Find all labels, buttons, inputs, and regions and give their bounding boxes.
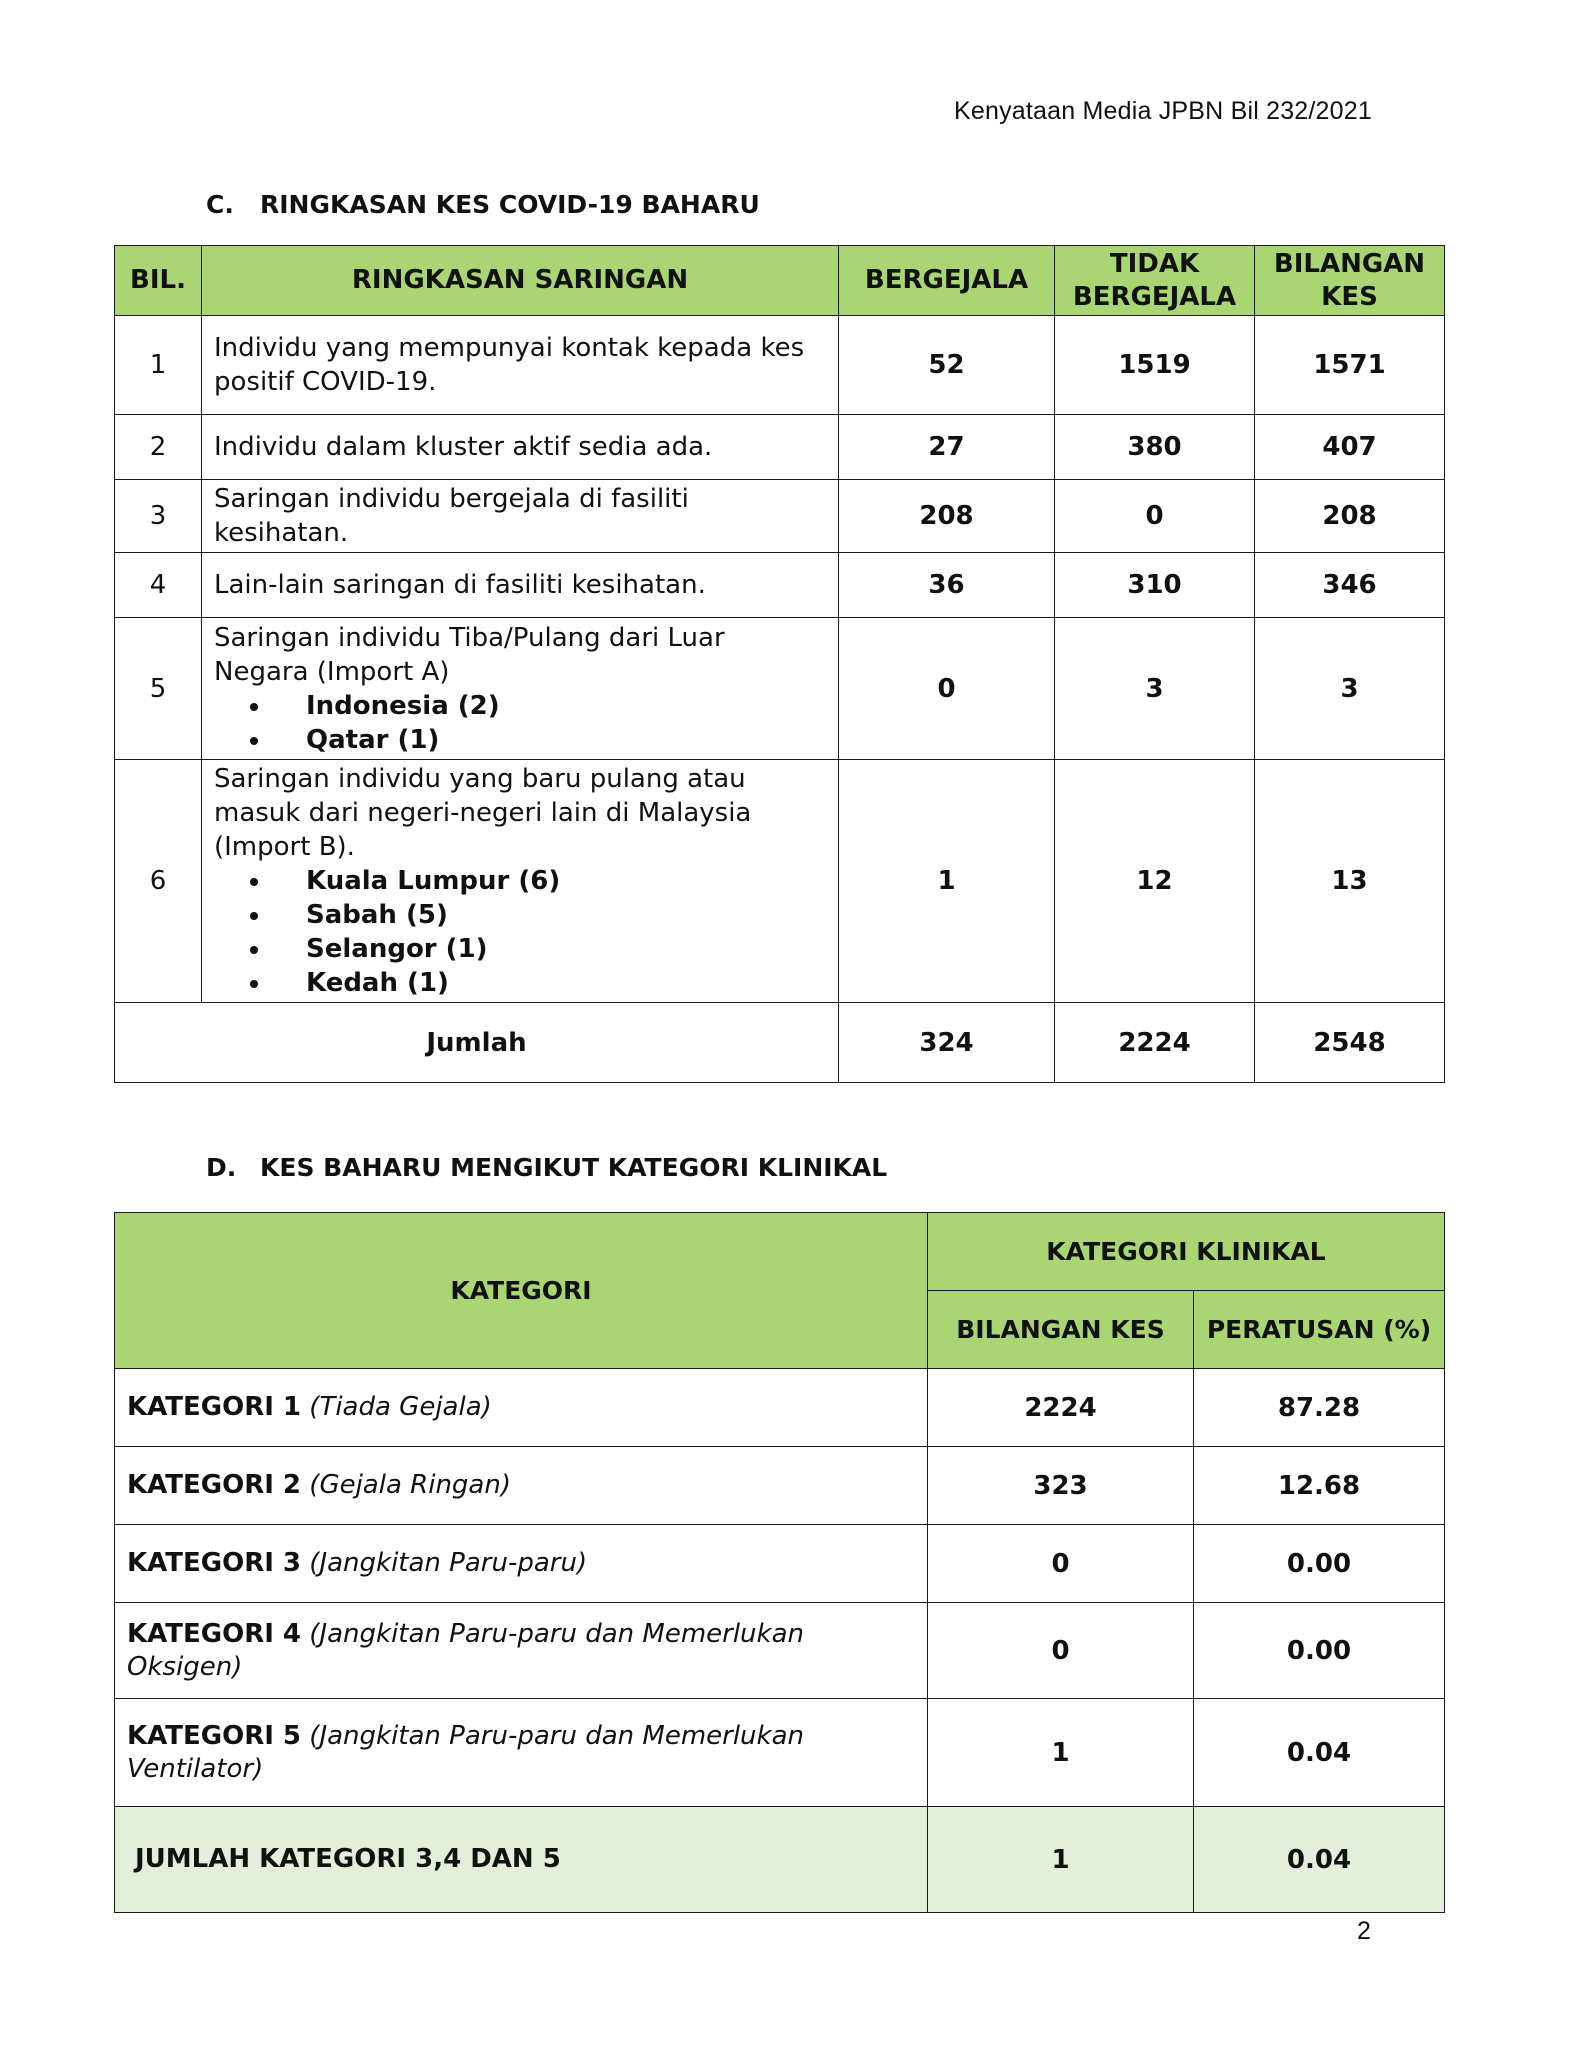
covid-summary-table [114,245,1445,1083]
row-bil: 3 [115,480,202,553]
category-percent: 87.28 [1194,1369,1445,1447]
row-symptomatic: 52 [839,316,1055,415]
category-cell [115,1699,928,1807]
row-total: 208 [1255,480,1445,553]
table-row [115,1447,1445,1525]
row-description: Lain-lain saringan di fasiliti kesihatan. [202,553,839,618]
section-c-letter: C. [206,190,234,219]
total-cases: 2548 [1255,1003,1445,1083]
row-bil: 1 [115,316,202,415]
category-cell [115,1525,928,1603]
row-asymptomatic: 1519 [1055,316,1255,415]
row-total: 407 [1255,415,1445,480]
total-asymptomatic: 2224 [1055,1003,1255,1083]
list-item: • Kuala Lumpur (6) [272,864,826,898]
summary-label: JUMLAH KATEGORI 3,4 DAN 5 [115,1807,928,1913]
col-header-total [1255,246,1445,316]
row-description-text: Saringan individu Tiba/Pulang dari Luar Negara (Import A) [214,622,725,687]
row-description [202,760,839,1003]
import-country-list [214,689,826,757]
table-header-row [115,1213,1445,1291]
category-percent: 0.00 [1194,1603,1445,1699]
col-header-total-line2: KES [1321,281,1378,312]
category-percent: 12.68 [1194,1447,1445,1525]
summary-percent: 0.04 [1194,1807,1445,1913]
row-symptomatic: 1 [839,760,1055,1003]
document-reference: Kenyataan Media JPBN Bil 232/2021 [954,97,1372,125]
row-symptomatic: 0 [839,618,1055,760]
category-label: KATEGORI 4 [127,1618,302,1649]
table-row [115,1603,1445,1699]
col-header-bil: BIL. [115,246,202,316]
category-cases: 2224 [928,1369,1194,1447]
table-header-row [115,246,1445,316]
category-note: (Jangkitan Paru-paru dan Memerlukan Oksigen) [127,1618,804,1682]
col-header-asymptomatic-line2: BERGEJALA [1072,281,1237,312]
row-total: 346 [1255,553,1445,618]
total-label: Jumlah [115,1003,839,1083]
row-asymptomatic: 12 [1055,760,1255,1003]
row-total: 13 [1255,760,1445,1003]
category-cases: 323 [928,1447,1194,1525]
row-bil: 2 [115,415,202,480]
list-item: • Kedah (1) [272,966,826,1000]
category-label: KATEGORI 2 [127,1470,302,1500]
table-row [115,1525,1445,1603]
section-c-title [206,190,760,219]
category-label: KATEGORI 1 [127,1392,302,1422]
table-row [115,415,1445,480]
page-number: 2 [1357,1917,1371,1945]
table-row [115,480,1445,553]
table-row [115,1369,1445,1447]
table-row [115,316,1445,415]
row-description: Individu dalam kluster aktif sedia ada. [202,415,839,480]
category-note: (Jangkitan Paru-paru) [309,1548,588,1578]
col-header-cases: BILANGAN KES [928,1291,1194,1369]
category-cell [115,1603,928,1699]
col-header-asymptomatic-line1: TIDAK [1109,248,1200,279]
total-row [115,1003,1445,1083]
col-header-symptomatic: BERGEJALA [839,246,1055,316]
category-cases: 0 [928,1525,1194,1603]
section-c-heading: RINGKASAN KES COVID-19 BAHARU [260,190,760,219]
col-header-summary: RINGKASAN SARINGAN [202,246,839,316]
row-bil: 4 [115,553,202,618]
category-note: (Gejala Ringan) [309,1470,511,1500]
col-header-category: KATEGORI [115,1213,928,1369]
list-item: • Selangor (1) [272,932,826,966]
row-asymptomatic: 310 [1055,553,1255,618]
row-symptomatic: 27 [839,415,1055,480]
row-asymptomatic: 0 [1055,480,1255,553]
list-item: • Sabah (5) [272,898,826,932]
row-total: 3 [1255,618,1445,760]
col-header-clinical-group: KATEGORI KLINIKAL [928,1213,1445,1291]
category-cell [115,1447,928,1525]
category-label: KATEGORI 5 [127,1720,302,1751]
row-symptomatic: 208 [839,480,1055,553]
category-cases: 1 [928,1699,1194,1807]
category-label: KATEGORI 3 [127,1548,302,1578]
list-item: • Indonesia (2) [272,689,826,723]
row-description [202,618,839,760]
category-percent: 0.00 [1194,1525,1445,1603]
table-row [115,760,1445,1003]
clinical-category-table [114,1212,1445,1913]
summary-cases: 1 [928,1807,1194,1913]
total-symptomatic: 324 [839,1003,1055,1083]
col-header-asymptomatic [1055,246,1255,316]
category-note: (Jangkitan Paru-paru dan Memerlukan Ventilator) [127,1720,804,1784]
table-row [115,553,1445,618]
list-item: • Qatar (1) [272,723,826,757]
row-description-text: Saringan individu yang baru pulang atau masuk dari negeri-negeri lain di Malaysia (Import B). [214,764,752,862]
row-bil: 5 [115,618,202,760]
row-asymptomatic: 3 [1055,618,1255,760]
category-note: (Tiada Gejala) [309,1392,492,1422]
category-percent: 0.04 [1194,1699,1445,1807]
section-d-letter: D. [206,1153,237,1182]
section-d-title [206,1153,887,1182]
row-asymptomatic: 380 [1055,415,1255,480]
row-total: 1571 [1255,316,1445,415]
import-state-list [214,864,826,1000]
category-cases: 0 [928,1603,1194,1699]
category-cell [115,1369,928,1447]
col-header-percent: PERATUSAN (%) [1194,1291,1445,1369]
section-d-heading: KES BAHARU MENGIKUT KATEGORI KLINIKAL [260,1153,888,1182]
table-row [115,1699,1445,1807]
row-description: Saringan individu bergejala di fasiliti kesihatan. [202,480,839,553]
row-description: Individu yang mempunyai kontak kepada kes positif COVID-19. [202,316,839,415]
col-header-total-line1: BILANGAN [1273,248,1426,279]
table-row [115,618,1445,760]
summary-row [115,1807,1445,1913]
row-symptomatic: 36 [839,553,1055,618]
row-bil: 6 [115,760,202,1003]
